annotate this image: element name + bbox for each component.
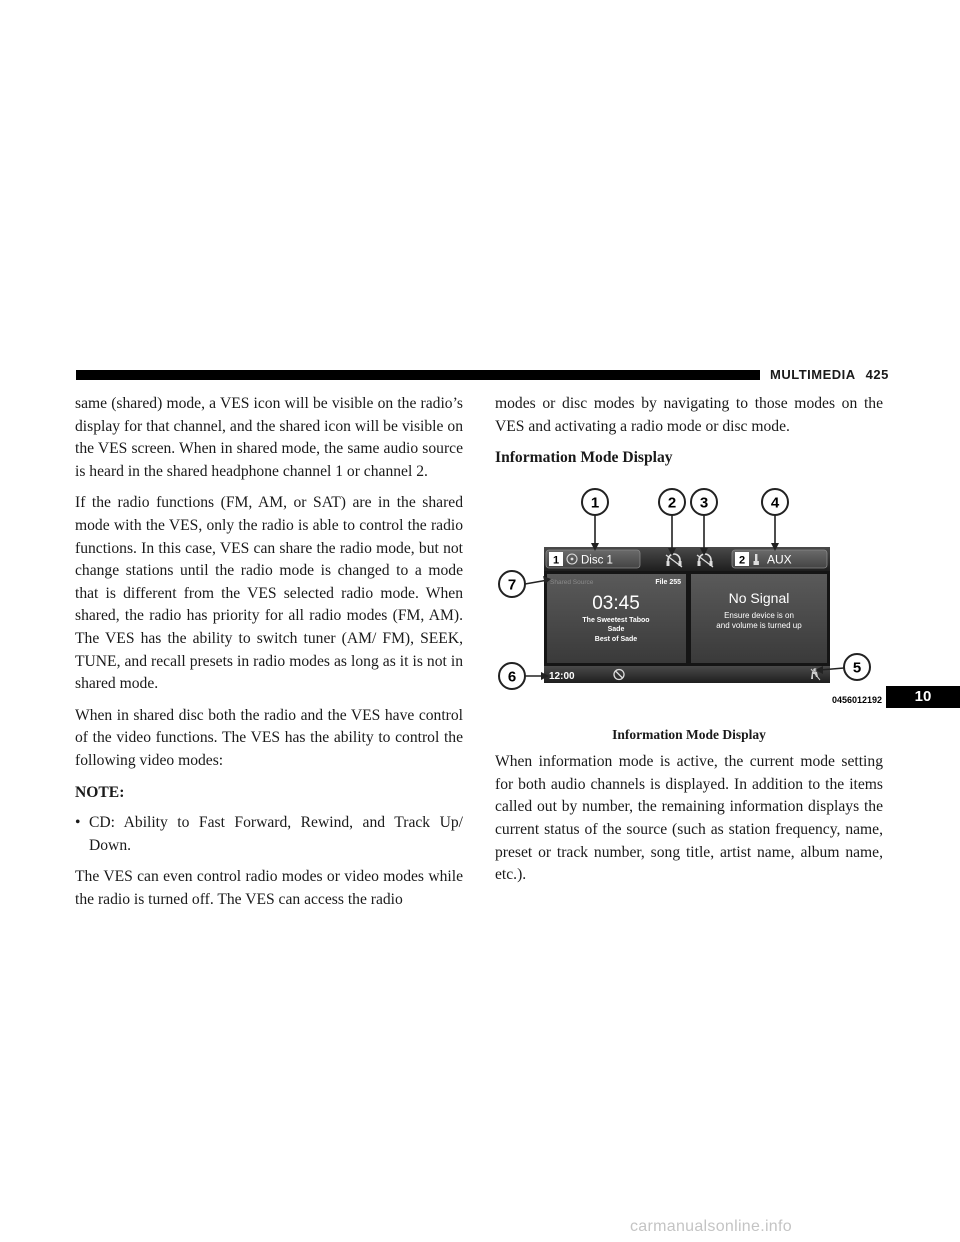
header-rule — [76, 370, 760, 380]
callout-circle — [844, 654, 870, 680]
ensure-line-1: Ensure device is on — [724, 611, 794, 621]
artist-name: Sade — [607, 626, 625, 634]
paragraph: If the radio functions (FM, AM, or SAT) are in the shared mode with the VES, only the radio is able to control the radio functions. In this case, VES can share the radio mode, but not change stations until the radio mode is changed to a mode that is different from the VES selected radio mode. When shared, the radio has priority for all radio modes (FM, AM). The VES has the ability to switch tuner (AM/ FM), SEEK, TUNE, and recall presets in radio modes as long as it is not in shared mode. — [75, 494, 463, 693]
chapter-tab: 10 — [886, 686, 960, 708]
channel-1-number: 1 — [552, 554, 560, 567]
channel-2-source: AUX — [767, 552, 792, 567]
svg-text:5: 5 — [852, 659, 862, 677]
callout-circle — [691, 489, 717, 515]
song-title: The Sweetest Taboo — [582, 617, 650, 625]
shared-source-label: Shared Source — [550, 579, 594, 587]
callout-circle — [582, 489, 608, 515]
note-label: NOTE: — [75, 783, 125, 801]
file-label: File 255 — [655, 579, 681, 587]
callout-circle — [499, 571, 525, 597]
ensure-line-2: and volume is turned up — [716, 621, 802, 631]
bullet-text: CD: Ability to Fast Forward, Rewind, and Track Up/ Down. — [89, 814, 463, 854]
svg-text:4: 4 — [770, 494, 780, 512]
figure-caption: Information Mode Display — [612, 727, 766, 743]
watermark: carmanualsonline.info — [630, 1218, 792, 1235]
callout-circle — [499, 663, 525, 689]
bullet-dot: • — [75, 814, 81, 832]
svg-text:1: 1 — [590, 494, 600, 512]
channel-1-source: Disc 1 — [581, 554, 613, 567]
paragraph: When in shared disc both the radio and the VES have control of the video functions. The VES has the ability to control the following video modes: — [75, 706, 463, 769]
svg-text:7: 7 — [507, 576, 517, 594]
section-heading: Information Mode Display — [495, 449, 673, 467]
section-title: MULTIMEDIA — [770, 367, 856, 382]
no-signal-text: No Signal — [728, 590, 790, 607]
running-header — [770, 365, 889, 385]
bullet-item — [75, 812, 463, 857]
channel-2-number: 2 — [738, 554, 746, 567]
information-mode-figure — [495, 485, 883, 723]
paragraph: same (shared) mode, a VES icon will be visible on the radio’s display for that channel, and the shared icon will be visible on the VES screen. When in shared mode, the same audio source is heard in the shared headphone channel 1 or channel 2. — [75, 395, 463, 480]
bottom-bar — [544, 666, 830, 683]
paragraph: The VES can even control radio modes or video modes while the radio is turned off. The VES can access the radio — [75, 868, 463, 908]
svg-text:6: 6 — [507, 668, 517, 686]
right-column — [495, 393, 883, 896]
track-time: 03:45 — [592, 593, 640, 615]
left-column — [75, 393, 463, 920]
clock: 12:00 — [549, 671, 575, 683]
page-number: 425 — [865, 367, 889, 382]
information-mode-illustration — [495, 485, 883, 723]
svg-text:3: 3 — [699, 494, 709, 512]
album-name: Best of Sade — [594, 636, 638, 644]
callout-circle — [762, 489, 788, 515]
callout-circle — [659, 489, 685, 515]
image-code: 0456012192 — [831, 695, 882, 706]
paragraph: When information mode is active, the current mode setting for both audio channels is displayed. In addition to the items called out by number, the remaining information displays the current status of the source (such as station frequency, name, preset or track number, song title, artist name, album name, etc.). — [495, 753, 883, 884]
svg-text:2: 2 — [667, 494, 677, 512]
paragraph: modes or disc modes by navigating to those modes on the VES and activating a radio mode or disc mode. — [495, 395, 883, 435]
